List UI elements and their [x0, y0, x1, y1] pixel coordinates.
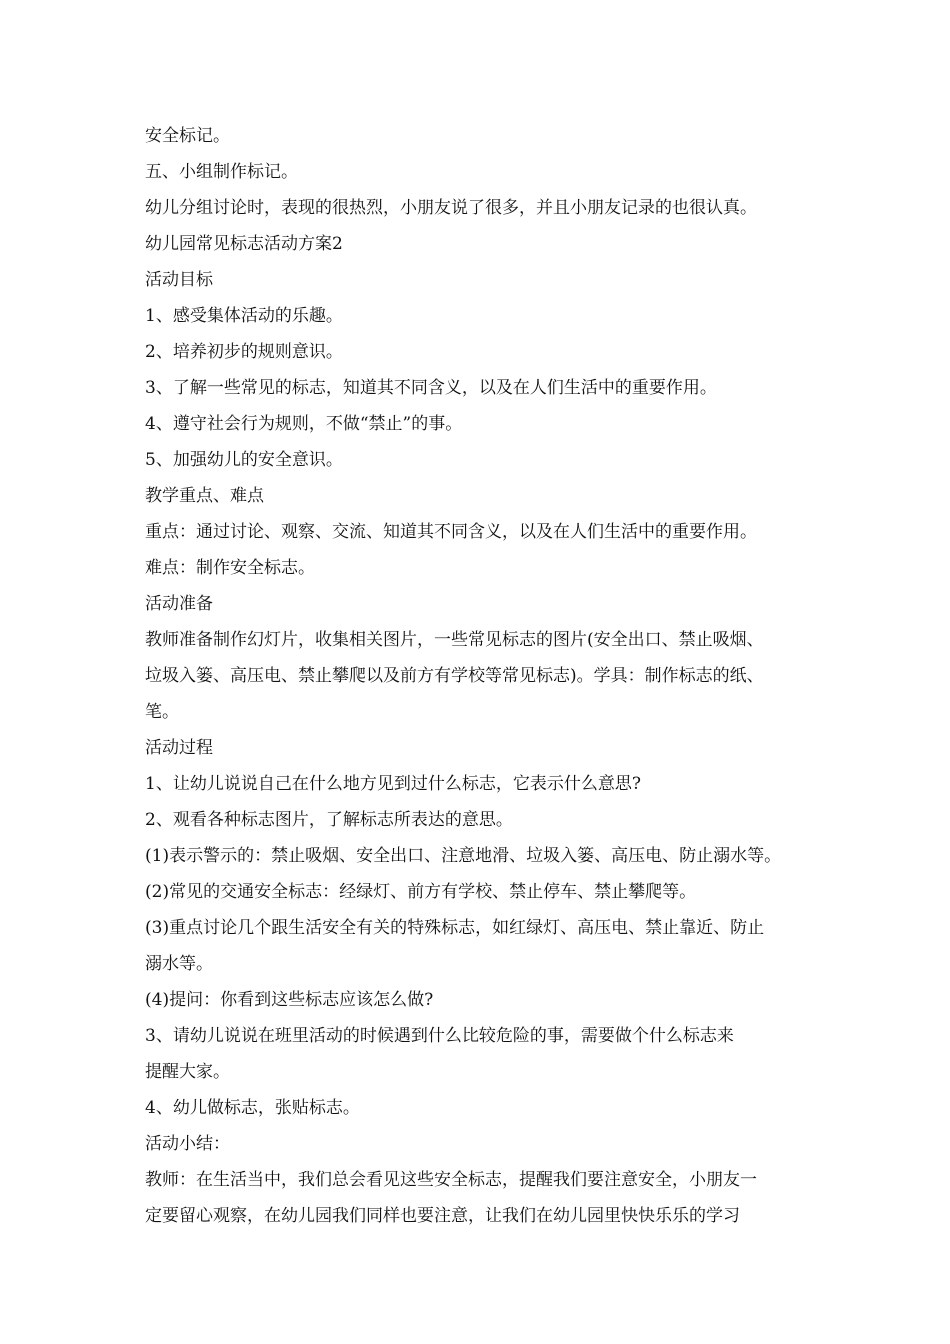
list-item: 3、请幼儿说说在班里活动的时候遇到什么比较危险的事，需要做个什么标志来	[145, 1026, 734, 1046]
text-line: 教师：在生活当中，我们总会看见这些安全标志，提醒我们要注意安全，小朋友一	[145, 1170, 757, 1190]
list-item: (1)表示警示的：禁止吸烟、安全出口、注意地滑、垃圾入篓、高压电、防止溺水等。	[145, 846, 782, 866]
list-item: 1、感受集体活动的乐趣。	[145, 306, 343, 326]
text-line: 垃圾入篓、高压电、禁止攀爬以及前方有学校等常见标志)。学具：制作标志的纸、	[145, 666, 764, 686]
text-line: 笔。	[145, 702, 179, 722]
list-item: (3)重点讨论几个跟生活安全有关的特殊标志，如红绿灯、高压电、禁止靠近、防止	[145, 918, 765, 938]
document-body	[145, 118, 817, 1234]
list-item: 4、幼儿做标志，张贴标志。	[145, 1098, 360, 1118]
section-heading: 活动准备	[145, 594, 213, 614]
list-item: 5、加强幼儿的安全意识。	[145, 450, 343, 470]
text-line: 重点：通过讨论、观察、交流、知道其不同含义，以及在人们生活中的重要作用。	[145, 522, 757, 542]
section-heading: 五、小组制作标记。	[145, 162, 298, 182]
list-item: (2)常见的交通安全标志：经绿灯、前方有学校、禁止停车、禁止攀爬等。	[145, 882, 697, 902]
list-item: 1、让幼儿说说自己在什么地方见到过什么标志，它表示什么意思?	[145, 774, 641, 794]
section-heading: 活动目标	[145, 270, 213, 290]
list-item: (4)提问：你看到这些标志应该怎么做?	[145, 990, 434, 1010]
list-item: 2、观看各种标志图片，了解标志所表达的意思。	[145, 810, 513, 830]
plan-title: 幼儿园常见标志活动方案2	[145, 234, 343, 254]
text-line: 教师准备制作幻灯片，收集相关图片，一些常见标志的图片(安全出口、禁止吸烟、	[145, 630, 764, 650]
text-line: 幼儿分组讨论时，表现的很热烈，小朋友说了很多，并且小朋友记录的也很认真。	[145, 198, 757, 218]
section-heading: 活动小结：	[145, 1134, 230, 1154]
text-line: 提醒大家。	[145, 1062, 230, 1082]
list-item: 3、了解一些常见的标志，知道其不同含义，以及在人们生活中的重要作用。	[145, 378, 717, 398]
text-line: 溺水等。	[145, 954, 213, 974]
list-item: 2、培养初步的规则意识。	[145, 342, 343, 362]
section-heading: 教学重点、难点	[145, 486, 264, 506]
text-line: 难点：制作安全标志。	[145, 558, 315, 578]
text-line: 定要留心观察，在幼儿园我们同样也要注意，让我们在幼儿园里快快乐乐的学习	[145, 1206, 740, 1226]
section-heading: 活动过程	[145, 738, 213, 758]
text-line: 安全标记。	[145, 126, 230, 146]
list-item: 4、遵守社会行为规则，不做“禁止”的事。	[145, 414, 463, 434]
